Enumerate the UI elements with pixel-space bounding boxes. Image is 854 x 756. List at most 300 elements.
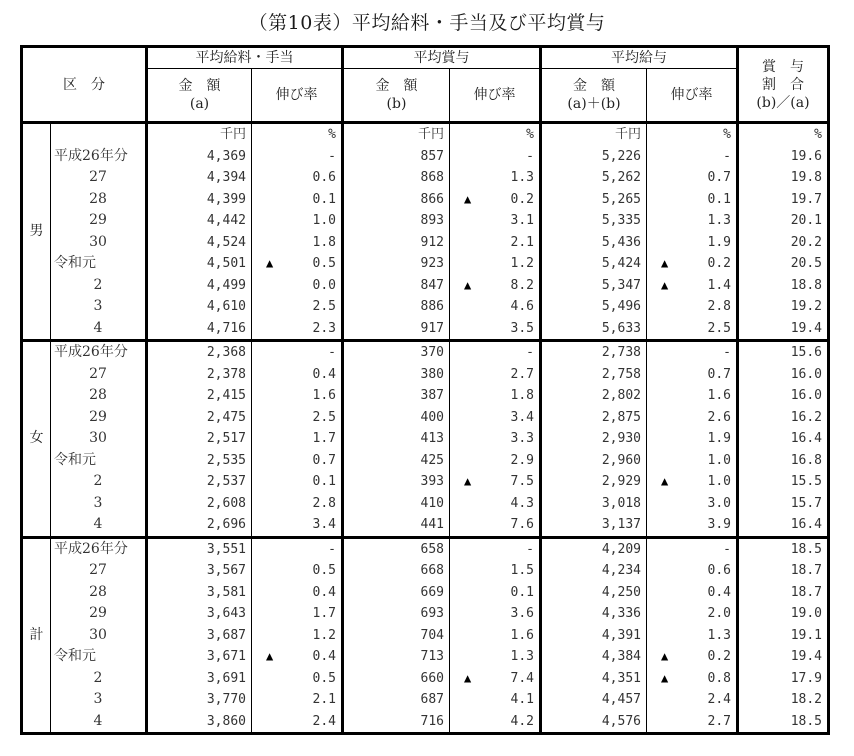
bonus-ratio-cell-value: 18.2 xyxy=(790,692,822,707)
year-cell: 令和元 xyxy=(51,646,147,668)
bonus-growth-cell xyxy=(450,232,541,254)
ratio-header-line3: (b)／(a) xyxy=(756,94,810,111)
total-growth-cell xyxy=(647,253,738,275)
total-growth-cell-value: 0.2 xyxy=(707,256,731,271)
total-amount-cell xyxy=(541,385,647,407)
total-amount-cell xyxy=(541,603,647,625)
bonus-amount-cell-value: 693 xyxy=(420,606,444,621)
total-growth-cell xyxy=(647,407,738,429)
total-amount-cell-value: 5,436 xyxy=(601,234,641,250)
year-cell: 2 xyxy=(51,275,147,297)
table-row xyxy=(22,514,829,537)
bonus-growth-cell-value: 7.6 xyxy=(510,517,534,532)
bonus-ratio-cell-value: 19.8 xyxy=(790,170,822,185)
table-row xyxy=(22,582,829,604)
amount-ab-sub: (a)＋(b) xyxy=(567,96,621,112)
bonus-growth-cell-value: 3.6 xyxy=(510,606,534,621)
total-amount-cell-value: 2,930 xyxy=(601,431,641,446)
salary-amount-cell-value: 3,671 xyxy=(206,649,246,664)
year-cell: 4 xyxy=(51,318,147,341)
total-growth-cell xyxy=(647,493,738,515)
total-growth-cell-value: 2.5 xyxy=(707,320,731,336)
bonus-amount-cell-value: 704 xyxy=(420,627,444,643)
year-cell: 令和元 xyxy=(51,253,147,275)
total-growth-cell xyxy=(647,275,738,297)
bonus-ratio-cell-value: 18.5 xyxy=(790,541,822,557)
salary-amount-cell xyxy=(147,318,252,341)
total-growth-cell xyxy=(647,296,738,318)
total-amount-cell-value: 5,347 xyxy=(601,277,641,293)
salary-amount-cell-value: 4,610 xyxy=(206,299,246,314)
bonus-ratio-cell xyxy=(738,407,829,429)
table-row xyxy=(22,711,829,734)
table-row xyxy=(22,189,829,211)
total-amount-cell xyxy=(541,625,647,647)
amount-a-label: 金 額 xyxy=(178,78,221,94)
bonus-growth-cell-value: 0.1 xyxy=(510,584,534,600)
year-cell: 30 xyxy=(51,232,147,254)
group-header-bonus: 平均賞与 xyxy=(343,47,541,69)
salary-growth-cell-value: 0.4 xyxy=(312,584,336,600)
salary-growth-cell xyxy=(252,711,343,734)
salary-growth-cell-value: 0.4 xyxy=(312,649,336,664)
salary-amount-cell xyxy=(147,428,252,450)
bonus-ratio-cell xyxy=(738,232,829,254)
total-growth-cell xyxy=(647,341,738,364)
salary-growth-cell-value: - xyxy=(328,541,336,557)
bonus-amount-cell xyxy=(343,146,450,168)
total-amount-cell-value: 4,336 xyxy=(601,606,641,621)
salary-amount-cell xyxy=(147,668,252,690)
table-row xyxy=(22,232,829,254)
bonus-amount-cell-value: 370 xyxy=(420,345,444,360)
bonus-growth-cell-value: 1.6 xyxy=(510,627,534,643)
bonus-growth-cell xyxy=(450,428,541,450)
total-growth-cell xyxy=(647,603,738,625)
bonus-amount-cell-value: 413 xyxy=(420,431,444,446)
salary-growth-cell xyxy=(252,603,343,625)
total-growth-cell xyxy=(647,711,738,734)
salary-amount-cell-value: 4,369 xyxy=(206,148,246,164)
total-amount-cell xyxy=(541,275,647,297)
amount-ab-label: 金 額 xyxy=(573,78,615,94)
bonus-ratio-cell xyxy=(738,167,829,189)
salary-growth-cell-value: 2.4 xyxy=(312,713,336,729)
salary-amount-cell xyxy=(147,514,252,537)
year-cell: 2 xyxy=(51,471,147,493)
salary-growth-cell xyxy=(252,450,343,472)
total-growth-cell-value: 0.7 xyxy=(707,366,731,382)
salary-growth-cell-value: 1.7 xyxy=(312,606,336,621)
bonus-growth-cell xyxy=(450,471,541,493)
bonus-ratio-cell-value: 15.5 xyxy=(790,474,822,489)
bonus-amount-cell xyxy=(343,689,450,711)
bonus-amount-cell-value: 425 xyxy=(420,452,444,468)
total-growth-cell-value: 1.3 xyxy=(707,627,731,643)
bonus-ratio-cell-value: 16.8 xyxy=(790,452,822,468)
total-amount-cell xyxy=(541,232,647,254)
section-label-1: 女 xyxy=(22,341,51,538)
total-growth-cell-value: - xyxy=(723,148,731,164)
bonus-amount-cell-value: 687 xyxy=(420,692,444,707)
bonus-amount-cell xyxy=(343,341,450,364)
total-amount-cell-value: 4,576 xyxy=(601,713,641,729)
salary-amount-cell-value: 2,378 xyxy=(206,366,246,382)
bonus-amount-cell-value: 917 xyxy=(420,320,444,336)
salary-growth-cell-value: 0.5 xyxy=(312,256,336,271)
salary-amount-cell-value: 2,517 xyxy=(206,431,246,446)
unit-rate-cell: % xyxy=(738,123,829,146)
salary-growth-cell-value: 2.3 xyxy=(312,320,336,336)
salary-amount-cell xyxy=(147,471,252,493)
bonus-ratio-cell xyxy=(738,646,829,668)
total-growth-cell-value: 0.1 xyxy=(707,191,731,207)
bonus-growth-cell-value: 1.5 xyxy=(510,563,534,578)
bonus-amount-cell-value: 669 xyxy=(420,584,444,600)
bonus-amount-cell-value: 713 xyxy=(420,649,444,664)
salary-amount-cell-value: 3,551 xyxy=(206,541,246,557)
bonus-amount-cell-value: 400 xyxy=(420,409,444,425)
ratio-header xyxy=(738,47,829,123)
salary-amount-cell-value: 2,535 xyxy=(206,452,246,468)
salary-amount-cell xyxy=(147,646,252,668)
table-row xyxy=(22,167,829,189)
total-growth-cell xyxy=(647,210,738,232)
salary-amount-cell-value: 2,696 xyxy=(206,517,246,532)
bonus-growth-cell-value: 3.4 xyxy=(510,409,534,425)
total-amount-cell-value: 2,960 xyxy=(601,452,641,468)
total-amount-cell xyxy=(541,318,647,341)
salary-growth-cell-value: 1.8 xyxy=(312,234,336,250)
total-amount-cell-value: 5,265 xyxy=(601,191,641,207)
negative-triangle-icon: ▲ xyxy=(464,670,472,685)
total-amount-cell xyxy=(541,210,647,232)
bonus-amount-cell-value: 660 xyxy=(420,670,444,686)
bonus-growth-cell-value: 3.5 xyxy=(510,320,534,336)
bonus-ratio-cell xyxy=(738,253,829,275)
bonus-amount-cell xyxy=(343,560,450,582)
bonus-growth-cell-value: 4.3 xyxy=(510,495,534,511)
bonus-growth-cell-value: 2.7 xyxy=(510,366,534,382)
bonus-growth-cell xyxy=(450,646,541,668)
total-amount-cell-value: 5,335 xyxy=(601,213,641,228)
table-row xyxy=(22,385,829,407)
year-cell: 4 xyxy=(51,711,147,734)
salary-growth-cell-value: 3.4 xyxy=(312,517,336,532)
bonus-growth-cell xyxy=(450,668,541,690)
bonus-growth-cell xyxy=(450,275,541,297)
salary-growth-cell xyxy=(252,341,343,364)
table-row xyxy=(22,560,829,582)
table-title: （第10表）平均給料・手当及び平均賞与 xyxy=(248,12,606,34)
salary-growth-cell xyxy=(252,189,343,211)
bonus-amount-cell xyxy=(343,625,450,647)
year-cell: 令和元 xyxy=(51,450,147,472)
salary-growth-cell-value: 0.4 xyxy=(312,366,336,382)
year-cell: 3 xyxy=(51,296,147,318)
year-cell: 28 xyxy=(51,385,147,407)
bonus-ratio-cell-value: 15.7 xyxy=(790,495,822,511)
total-amount-cell-value: 4,391 xyxy=(601,627,641,643)
total-amount-cell xyxy=(541,471,647,493)
year-cell: 4 xyxy=(51,514,147,537)
bonus-growth-cell xyxy=(450,450,541,472)
bonus-amount-cell xyxy=(343,167,450,189)
salary-amount-cell xyxy=(147,232,252,254)
bonus-ratio-cell xyxy=(738,711,829,734)
salary-growth-cell-value: 1.7 xyxy=(312,431,336,446)
total-amount-cell xyxy=(541,167,647,189)
bonus-amount-cell-value: 410 xyxy=(420,495,444,511)
total-growth-cell xyxy=(647,537,738,560)
bonus-amount-cell-value: 893 xyxy=(420,213,444,228)
bonus-growth-cell-value: 4.2 xyxy=(510,713,534,729)
total-growth-cell-value: - xyxy=(723,345,731,360)
bonus-growth-cell-value: 4.6 xyxy=(510,299,534,314)
year-cell: 30 xyxy=(51,428,147,450)
salary-growth-cell xyxy=(252,296,343,318)
bonus-ratio-cell xyxy=(738,189,829,211)
bonus-amount-cell xyxy=(343,296,450,318)
bonus-ratio-cell xyxy=(738,341,829,364)
total-amount-cell-value: 2,929 xyxy=(601,474,641,489)
salary-growth-cell-value: 0.0 xyxy=(312,277,336,293)
year-cell: 28 xyxy=(51,582,147,604)
total-amount-cell-value: 3,137 xyxy=(601,517,641,532)
bonus-growth-cell xyxy=(450,711,541,734)
bonus-ratio-cell-value: 16.0 xyxy=(790,388,822,403)
category-header xyxy=(22,47,147,123)
bonus-growth-cell xyxy=(450,167,541,189)
table-row xyxy=(22,493,829,515)
bonus-ratio-cell-value: 18.8 xyxy=(790,277,822,293)
bonus-amount-cell-value: 658 xyxy=(420,541,444,557)
bonus-ratio-cell xyxy=(738,296,829,318)
salary-amount-cell-value: 3,860 xyxy=(206,713,246,729)
negative-triangle-icon: ▲ xyxy=(464,191,472,206)
salary-growth-cell-value: 0.1 xyxy=(312,474,336,489)
total-amount-cell xyxy=(541,646,647,668)
salary-amount-cell xyxy=(147,146,252,168)
amount-ab-header xyxy=(541,69,647,123)
bonus-ratio-cell-value: 19.0 xyxy=(790,606,822,621)
total-amount-cell-value: 4,234 xyxy=(601,563,641,578)
salary-amount-cell-value: 4,524 xyxy=(206,234,246,250)
salary-amount-cell xyxy=(147,296,252,318)
table-row xyxy=(22,275,829,297)
total-amount-cell xyxy=(541,668,647,690)
amount-b-label: 金 額 xyxy=(375,78,418,94)
salary-growth-cell-value: 0.6 xyxy=(312,170,336,185)
total-amount-cell-value: 2,875 xyxy=(601,409,641,425)
bonus-growth-cell xyxy=(450,603,541,625)
group-header-salary: 平均給料・手当 xyxy=(147,47,343,69)
salary-growth-cell xyxy=(252,514,343,537)
year-cell: 27 xyxy=(51,167,147,189)
salary-amount-cell-value: 4,399 xyxy=(206,191,246,207)
salary-amount-cell-value: 4,442 xyxy=(206,213,246,228)
bonus-ratio-cell-value: 19.7 xyxy=(790,191,822,207)
total-amount-cell-value: 2,802 xyxy=(601,388,641,403)
table-row xyxy=(22,146,829,168)
salary-growth-cell xyxy=(252,275,343,297)
total-amount-cell xyxy=(541,537,647,560)
bonus-ratio-cell xyxy=(738,385,829,407)
total-growth-cell xyxy=(647,450,738,472)
total-growth-cell xyxy=(647,668,738,690)
total-growth-cell-value: 1.4 xyxy=(707,277,731,293)
salary-growth-cell xyxy=(252,318,343,341)
bonus-growth-cell-value: 1.3 xyxy=(510,649,534,664)
total-amount-cell-value: 4,351 xyxy=(601,670,641,686)
total-amount-cell xyxy=(541,582,647,604)
bonus-ratio-cell-value: 16.0 xyxy=(790,366,822,382)
total-amount-cell xyxy=(541,341,647,364)
amount-a-header xyxy=(147,69,252,123)
year-cell: 30 xyxy=(51,625,147,647)
total-growth-cell-value: 0.7 xyxy=(707,170,731,185)
bonus-amount-cell xyxy=(343,493,450,515)
bonus-ratio-cell xyxy=(738,450,829,472)
bonus-amount-cell xyxy=(343,514,450,537)
salary-amount-cell xyxy=(147,364,252,386)
table-row xyxy=(22,341,829,364)
bonus-amount-cell-value: 866 xyxy=(420,191,444,207)
bonus-growth-cell-value: - xyxy=(526,148,534,164)
ratio-header-line2: 割 合 xyxy=(762,76,804,93)
salary-amount-cell-value: 3,643 xyxy=(206,606,246,621)
total-growth-cell xyxy=(647,471,738,493)
bonus-amount-cell xyxy=(343,450,450,472)
salary-amount-cell xyxy=(147,450,252,472)
total-amount-cell xyxy=(541,253,647,275)
salary-amount-cell xyxy=(147,407,252,429)
salary-growth-cell xyxy=(252,232,343,254)
bonus-growth-cell-value: - xyxy=(526,345,534,360)
table-row xyxy=(22,668,829,690)
salary-growth-cell-value: - xyxy=(328,345,336,360)
bonus-growth-cell xyxy=(450,146,541,168)
bonus-ratio-cell-value: 17.9 xyxy=(790,670,822,686)
salary-amount-cell xyxy=(147,210,252,232)
total-growth-cell xyxy=(647,582,738,604)
year-cell: 平成26年分 xyxy=(51,341,147,364)
bonus-ratio-cell xyxy=(738,364,829,386)
total-growth-cell-value: 1.9 xyxy=(707,431,731,446)
total-amount-cell xyxy=(541,146,647,168)
year-cell: 27 xyxy=(51,364,147,386)
bonus-ratio-cell-value: 19.6 xyxy=(790,148,822,164)
bonus-ratio-cell xyxy=(738,493,829,515)
table-row xyxy=(22,407,829,429)
total-growth-cell xyxy=(647,689,738,711)
total-amount-cell-value: 5,226 xyxy=(601,148,641,164)
bonus-ratio-cell xyxy=(738,560,829,582)
bonus-growth-cell xyxy=(450,364,541,386)
bonus-amount-cell xyxy=(343,253,450,275)
salary-growth-cell-value: - xyxy=(328,148,336,164)
bonus-growth-cell-value: 7.4 xyxy=(510,670,534,686)
salary-growth-cell xyxy=(252,364,343,386)
bonus-ratio-cell xyxy=(738,625,829,647)
salary-amount-cell-value: 3,770 xyxy=(206,692,246,707)
salary-growth-cell-value: 2.5 xyxy=(312,299,336,314)
section-label-0: 男 xyxy=(22,123,51,341)
table-header xyxy=(22,47,829,123)
total-amount-cell xyxy=(541,189,647,211)
negative-triangle-icon: ▲ xyxy=(266,649,274,663)
salary-amount-cell xyxy=(147,625,252,647)
bonus-growth-cell-value: 3.1 xyxy=(510,213,534,228)
bonus-ratio-cell-value: 19.2 xyxy=(790,299,822,314)
total-growth-cell-value: 2.8 xyxy=(707,299,731,314)
negative-triangle-icon: ▲ xyxy=(661,277,669,292)
bonus-amount-cell-value: 912 xyxy=(420,234,444,250)
salary-amount-cell-value: 3,687 xyxy=(206,627,246,643)
salary-amount-cell-value: 2,415 xyxy=(206,388,246,403)
table-row xyxy=(22,603,829,625)
salary-growth-cell xyxy=(252,385,343,407)
total-growth-cell-value: 2.0 xyxy=(707,606,731,621)
negative-triangle-icon: ▲ xyxy=(464,277,472,292)
total-amount-cell-value: 4,384 xyxy=(601,649,641,664)
bonus-growth-cell-value: 1.3 xyxy=(510,170,534,185)
negative-triangle-icon: ▲ xyxy=(661,649,669,663)
group-header-total-pay: 平均給与 xyxy=(541,47,738,69)
bonus-ratio-cell-value: 18.7 xyxy=(790,584,822,600)
salary-amount-cell-value: 3,567 xyxy=(206,563,246,578)
bonus-growth-cell xyxy=(450,385,541,407)
total-amount-cell xyxy=(541,364,647,386)
salary-growth-cell-value: 2.1 xyxy=(312,692,336,707)
total-growth-cell xyxy=(647,514,738,537)
bonus-amount-cell xyxy=(343,471,450,493)
bonus-amount-cell-value: 868 xyxy=(420,170,444,185)
bonus-growth-cell-value: 0.2 xyxy=(510,191,534,207)
salary-growth-cell-value: 1.6 xyxy=(312,388,336,403)
table-row xyxy=(22,646,829,668)
salary-amount-cell xyxy=(147,582,252,604)
bonus-growth-cell-value: 1.8 xyxy=(510,388,534,403)
salary-amount-cell xyxy=(147,253,252,275)
bonus-growth-cell xyxy=(450,189,541,211)
total-growth-cell xyxy=(647,560,738,582)
bonus-amount-cell-value: 441 xyxy=(420,517,444,532)
bonus-growth-cell xyxy=(450,407,541,429)
bonus-amount-cell xyxy=(343,407,450,429)
salary-growth-cell-value: 2.8 xyxy=(312,495,336,511)
salary-growth-cell xyxy=(252,428,343,450)
bonus-amount-cell xyxy=(343,668,450,690)
table-row xyxy=(22,318,829,341)
total-growth-cell-value: 0.2 xyxy=(707,649,731,664)
bonus-ratio-cell xyxy=(738,275,829,297)
year-cell: 平成26年分 xyxy=(51,146,147,168)
bonus-growth-cell xyxy=(450,210,541,232)
table-row xyxy=(22,428,829,450)
total-amount-cell xyxy=(541,711,647,734)
bonus-amount-cell-value: 847 xyxy=(420,277,444,293)
salary-growth-cell xyxy=(252,625,343,647)
total-amount-cell xyxy=(541,407,647,429)
total-growth-cell xyxy=(647,625,738,647)
total-amount-cell xyxy=(541,296,647,318)
salary-amount-cell-value: 4,501 xyxy=(206,256,246,271)
total-growth-cell-value: 0.4 xyxy=(707,584,731,600)
bonus-growth-cell xyxy=(450,537,541,560)
total-growth-cell-value: 3.9 xyxy=(707,517,731,532)
bonus-ratio-cell-value: 19.4 xyxy=(790,320,822,336)
